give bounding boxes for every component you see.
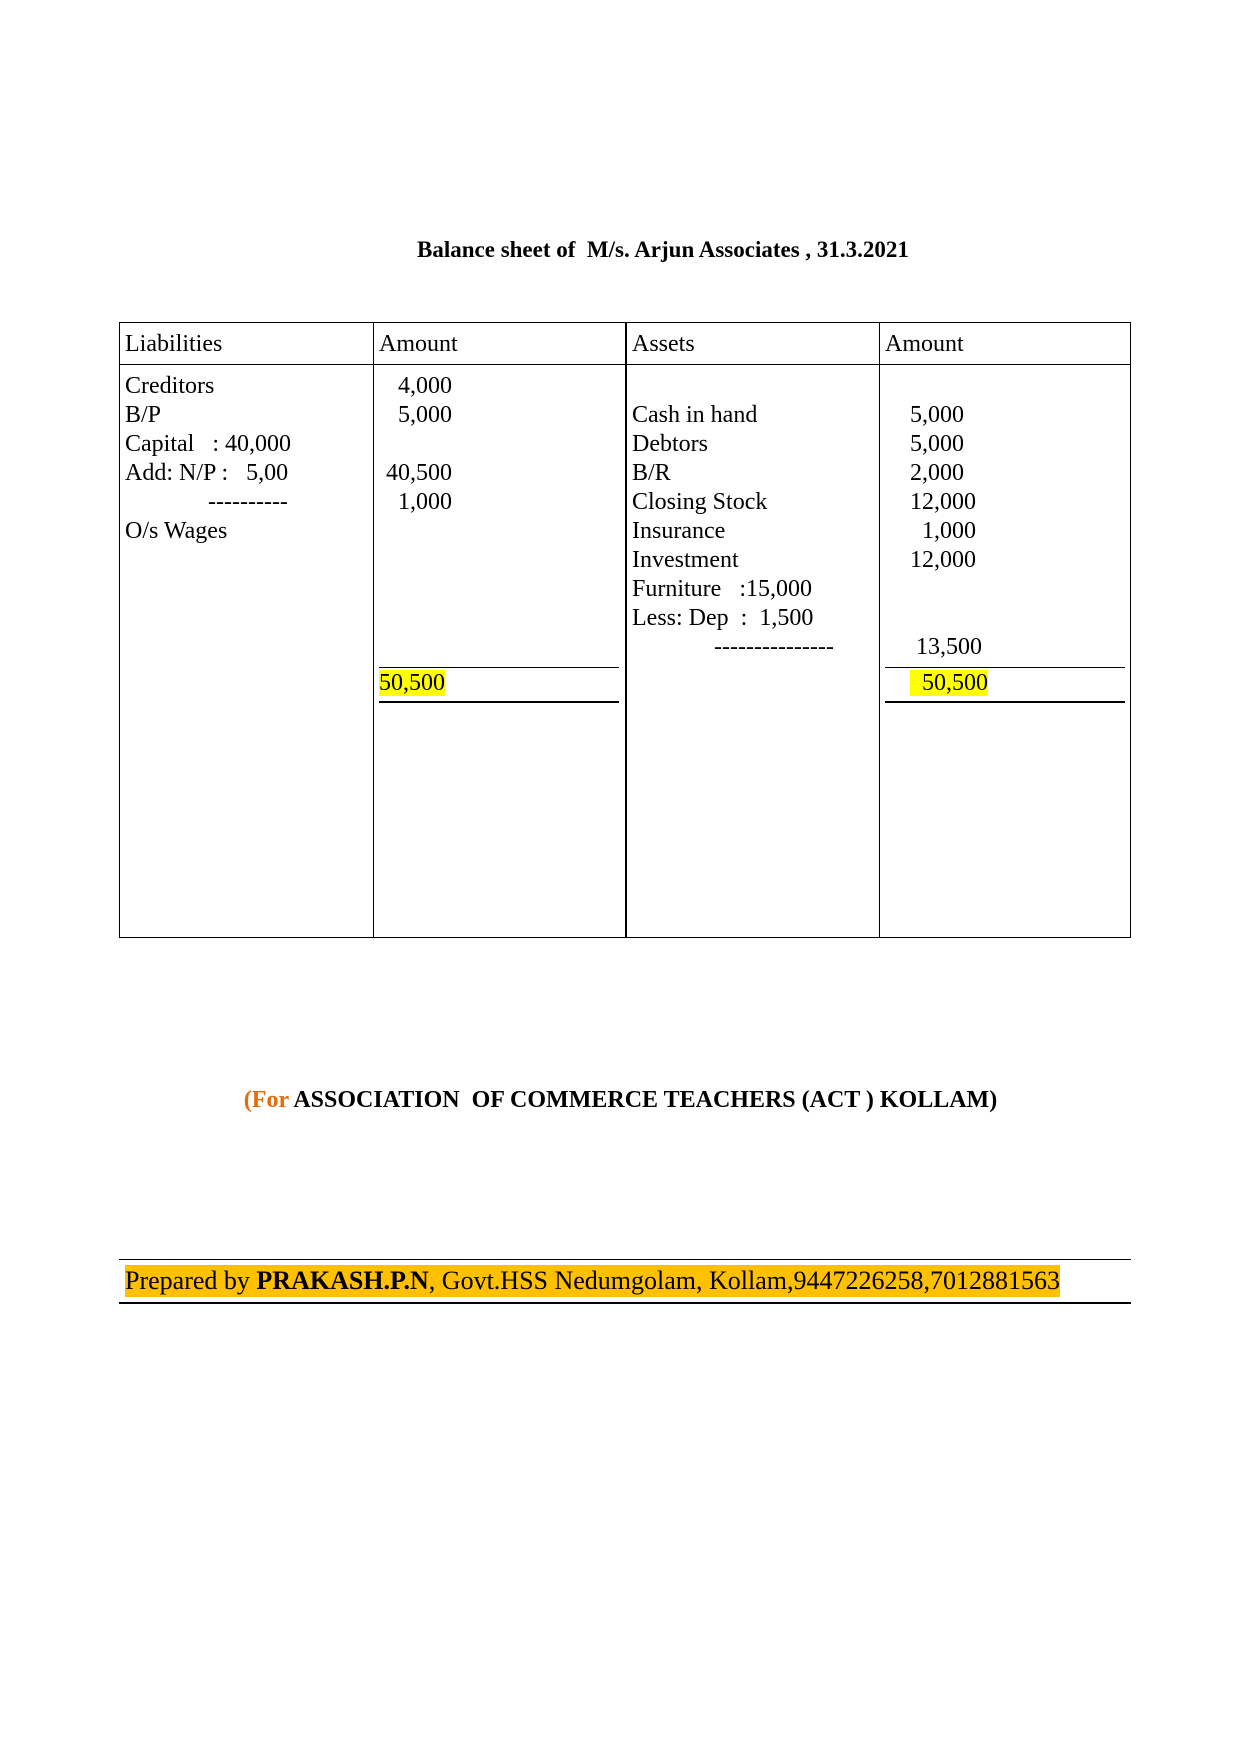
page-title: Balance sheet of M/s. Arjun Associates , 31.3.2021: [417, 237, 909, 262]
total-rule-bottom: [379, 701, 619, 703]
association-name: ASSOCIATION OF COMMERCE TEACHERS (ACT ) KOLLAM): [288, 1087, 998, 1113]
author-details: , Govt.HSS Nedumgolam, Kollam,9447226258,7012881563: [428, 1266, 1061, 1295]
amount-debtors: 5,000: [910, 431, 964, 457]
asset-closing-stock: Closing Stock: [632, 489, 768, 515]
column-divider-center: [625, 323, 627, 937]
liability-separator: ----------: [208, 489, 288, 515]
prepared-by-footer: [119, 1259, 1131, 1304]
amount-insurance: 1,000: [922, 518, 976, 544]
asset-separator: ---------------: [714, 634, 834, 660]
total-rule-top: [379, 667, 619, 668]
column-divider: [879, 323, 880, 937]
header-amount-liabilities: Amount: [379, 331, 458, 357]
asset-less-dep: Less: Dep : 1,500: [632, 605, 814, 631]
asset-br: B/R: [632, 460, 671, 486]
asset-debtors: Debtors: [632, 431, 708, 457]
amount-creditors: 4,000: [398, 373, 452, 399]
asset-insurance: Insurance: [632, 518, 726, 544]
liability-capital: Capital : 40,000: [125, 431, 291, 457]
header-assets: Assets: [632, 331, 695, 357]
amount-br: 2,000: [910, 460, 964, 486]
liability-bp: B/P: [125, 402, 162, 428]
header-rule: [120, 364, 1130, 365]
amount-capital: 40,500: [386, 460, 452, 486]
liability-add-np: Add: N/P : 5,00: [125, 460, 289, 486]
header-amount-assets: Amount: [885, 331, 964, 357]
author-name: PRAKASH.P.N: [256, 1266, 429, 1295]
asset-total-value: 50,500: [910, 670, 988, 696]
prepared-by-prefix: Prepared by: [125, 1266, 257, 1295]
amount-os-wages: 1,000: [398, 489, 452, 515]
amount-cash-in-hand: 5,000: [910, 402, 964, 428]
header-liabilities: Liabilities: [125, 331, 223, 357]
asset-investment: Investment: [632, 547, 739, 573]
asset-cash-in-hand: Cash in hand: [632, 402, 758, 428]
total-rule-top: [885, 667, 1125, 668]
column-divider: [373, 323, 374, 937]
amount-bp: 5,000: [398, 402, 452, 428]
liability-total: [379, 669, 445, 698]
amount-closing-stock: 12,000: [910, 489, 976, 515]
liability-os-wages: O/s Wages: [125, 518, 228, 544]
association-line: [0, 1083, 1241, 1117]
total-rule-bottom: [885, 701, 1125, 703]
liability-creditors: Creditors: [125, 373, 215, 399]
prepared-by-text: [125, 1265, 1060, 1297]
liability-total-value: 50,500: [379, 670, 445, 696]
amount-investment: 12,000: [910, 547, 976, 573]
asset-furniture: Furniture :15,000: [632, 576, 812, 602]
balance-sheet-table: [119, 322, 1131, 938]
association-prefix: (For: [243, 1087, 289, 1113]
asset-total: [910, 669, 988, 698]
amount-furniture: 13,500: [916, 634, 982, 660]
